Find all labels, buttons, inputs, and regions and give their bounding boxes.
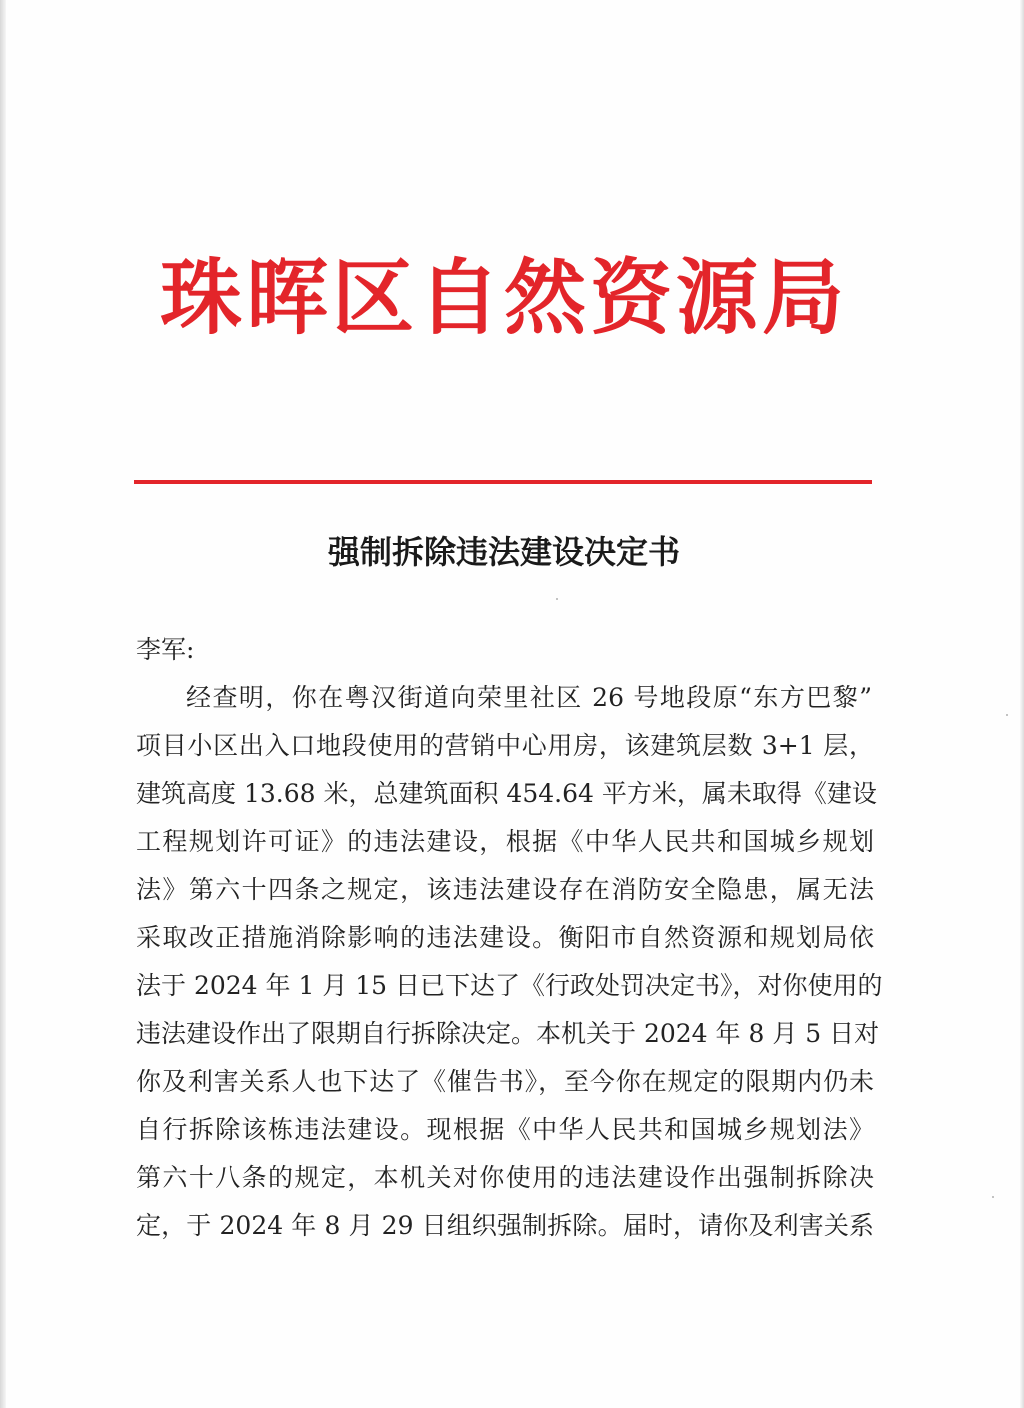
- addressee: 李军:: [136, 635, 195, 664]
- scan-speck: [556, 598, 558, 600]
- scan-speck: [1006, 714, 1008, 716]
- body-line: 自行拆除该栋违法建设。现根据《中华人民共和国城乡规划法》: [136, 1115, 874, 1144]
- body-line: 第六十八条的规定，本机关对你使用的违法建设作出强制拆除决: [136, 1163, 874, 1192]
- body-line: 项目小区出入口地段使用的营销中心用房，该建筑层数 3+1 层，: [136, 731, 874, 760]
- agency-letterhead: 珠晖区自然资源局: [159, 250, 848, 346]
- scan-edge-right: [1020, 0, 1024, 1408]
- body-line: 你及利害关系人也下达了《催告书》，至今你在规定的限期内仍未: [136, 1067, 874, 1096]
- body-line: 法》第六十四条之规定，该违法建设存在消防安全隐患，属无法: [136, 875, 874, 904]
- body-line: 采取改正措施消除影响的违法建设。衡阳市自然资源和规划局依: [136, 923, 874, 952]
- body-line: 违法建设作出了限期自行拆除决定。本机关于 2024 年 8 月 5 日对: [136, 1019, 880, 1048]
- letterhead-red-rule: [134, 480, 872, 484]
- scan-speck: [992, 1196, 994, 1198]
- body-line: 工程规划许可证》的违法建设，根据《中华人民共和国城乡规划: [136, 827, 874, 856]
- body-line: 定，于 2024 年 8 月 29 日组织强制拆除。届时，请你及利害关系: [136, 1211, 874, 1240]
- body-line: 建筑高度 13.68 米，总建筑面积 454.64 平方米，属未取得《建设: [136, 779, 877, 808]
- scan-edge-left: [0, 0, 6, 1408]
- body-line: 经查明，你在粤汉街道向荣里社区 26 号地段原“东方巴黎”: [186, 683, 872, 712]
- document-title: 强制拆除违法建设决定书: [327, 533, 680, 571]
- body-line: 法于 2024 年 1 月 15 日已下达了《行政处罚决定书》，对你使用的: [136, 971, 883, 1000]
